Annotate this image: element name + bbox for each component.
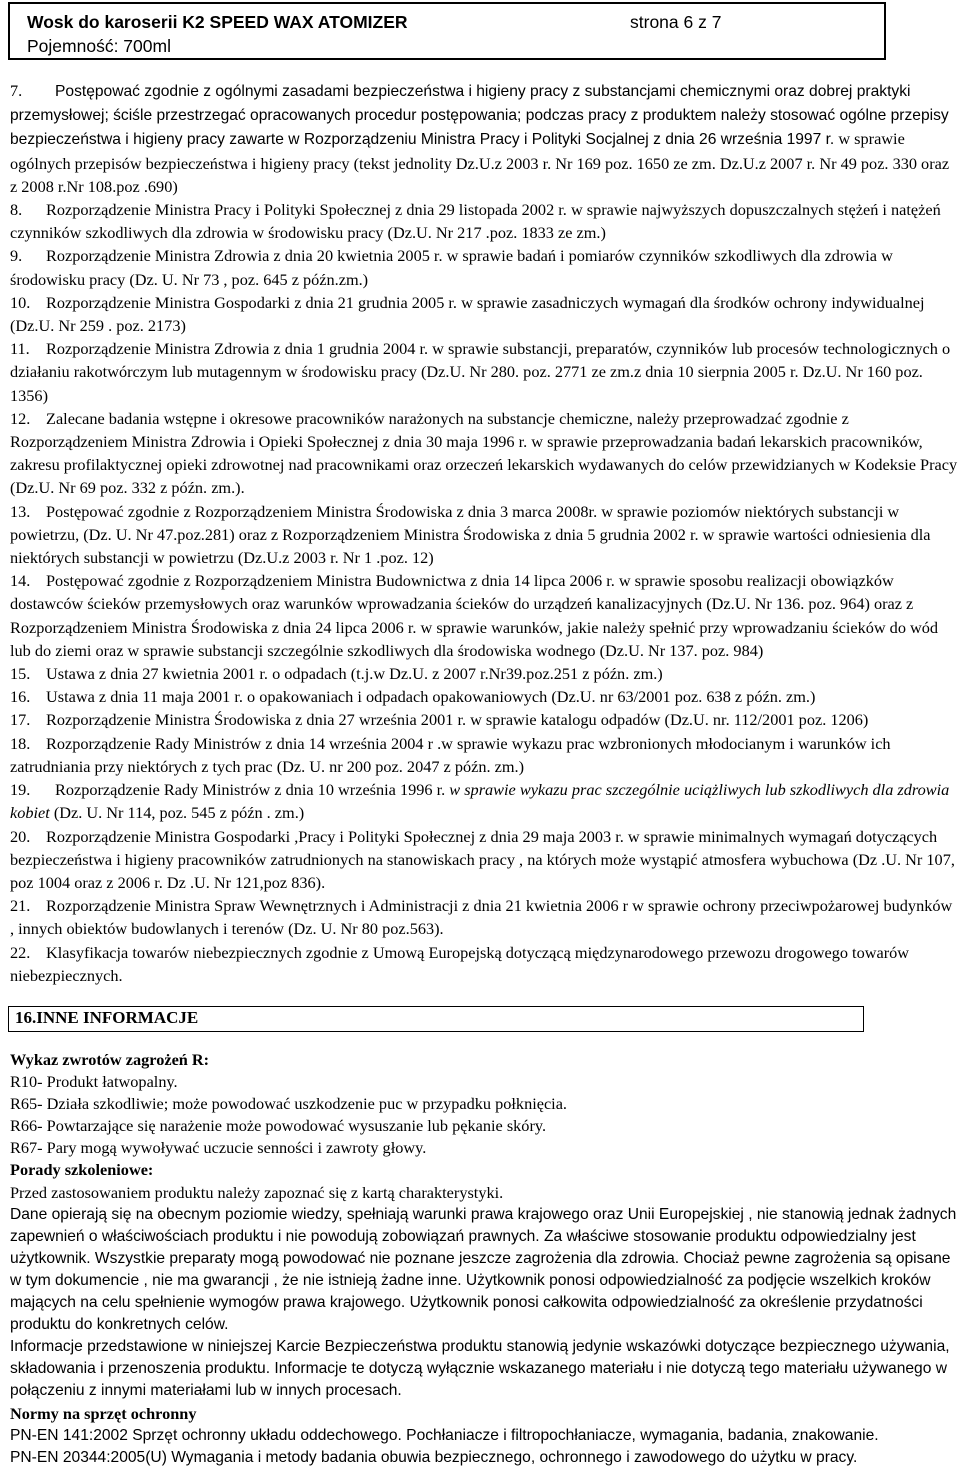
list-item: 18. Rozporządzenie Rady Ministrów z dnia 14 września 2004 r .w sprawie wykazu prac wzbronionych młodocianym i warunków ich zatrudniania przy niektórych z tych prac (Dz. U. nr 200 poz. 2047 z późn. zm.) bbox=[10, 733, 891, 776]
product-title: Wosk do karoserii K2 SPEED WAX ATOMIZER bbox=[27, 12, 408, 32]
r-phrase: R10- Produkt łatwopalny. bbox=[10, 1072, 178, 1092]
list-item: 13. Postępować zgodnie z Rozporządzeniem Ministra Środowiska z dnia 3 marca 2008r. w sprawie poziomów niektórych substancji w powietrzu, (Dz. U. Nr 47.poz.281) oraz z Rozporządzeniem Ministra Środowiska z dnia 5 grudnia 2002 r. w sprawie wartości odniesienia dla niektórych substancji w powietrzu (Dz.U.z 2003 r. Nr 1 .poz. 12) bbox=[10, 501, 931, 568]
training-text: Przed zastosowaniem produktu należy zapoznać się z kartą charakterystyki. bbox=[10, 1182, 504, 1202]
other-information bbox=[10, 1049, 960, 1469]
page-number: strona 6 z 7 bbox=[630, 12, 722, 32]
list-item: 14. Postępować zgodnie z Rozporządzeniem Ministra Budownictwa z dnia 14 lipca 2006 r. w sprawie sposobu realizacji obowiązków dostawców ścieków przemysłowych oraz warunków wprowadzania ścieków do urządzeń kanalizacyjnych (Dz.U. Nr 136. poz. 964) oraz z Rozporządzeniem Ministra Środowiska z dnia 24 lipca 2006 r. w sprawie warunków, jakie należy spełnić przy wprowadzaniu ścieków do wód lub do ziemi oraz w sprawie substancji szczególnie szkodliwych dla środowiska wodnego (Dz.U. Nr 137. poz. 984) bbox=[10, 571, 939, 660]
r-phrase: R66- Powtarzające się narażenie może powodować wysuszanie lub pękanie skóry. bbox=[10, 1116, 547, 1136]
r-phrase: R65- Działa szkodliwie; może powodować uszkodzenie puc w przypadku połknięcia. bbox=[10, 1094, 568, 1114]
disclaimer-text: Dane opierają się na obecnym poziomie wiedzy, spełniają warunki prawa krajowego oraz Unii Europejskiej , nie stanowią jednak żadnych zapewnień o właściwościach produktu i nie powodują zobowiązań prawnych. Za właściwe stosowanie produktu odpowiedzialny jest użytkownik. Wszystkie preparaty mogą powodować nie poznane jeszcze zagrożenia dla zdrowia. Chociaż pewne zagrożenia są opisane w tym dokumencie , nie ma gwarancji , że nie istnieją żadne inne. Użytkownik ponosi odpowiedzialność za podjęcie wszelkich kroków mających na celu spełnienie wymogów prawa krajowego. Użytkownik ponosi całkowita odpowiedzialność za określenie przydatności produktu do konkretnych celów. bbox=[10, 1205, 957, 1334]
list-item: 19. Rozporządzenie Rady Ministrów z dnia 10 września 1996 r. w sprawie wykazu prac szczególnie uciążliwych lub szkodliwych dla zdrowia kobiet (Dz. U. Nr 114, poz. 545 z późn . zm.) bbox=[10, 780, 950, 823]
training-heading: Porady szkoleniowe: bbox=[10, 1160, 154, 1180]
info-text: Informacje przedstawione w niniejszej Karcie Bezpieczeństwa produktu stanowią jedynie wskazówki dotyczące bezpiecznego używania, składowania i przenoszenia produktu. Informacje te dotyczą wyłącznie wskazanego materiału i nie dotyczą tego materiału używanego w połączeniu z innymi materiałami lub w innych procesach. bbox=[10, 1338, 950, 1400]
section-16-heading bbox=[8, 1006, 864, 1032]
r-phrases-heading: Wykaz zwrotów zagrożeń R: bbox=[10, 1050, 210, 1069]
norms-heading: Normy na sprzęt ochronny bbox=[10, 1403, 197, 1423]
r-phrase: R67- Pary mogą wywoływać uczucie senności i zawroty głowy. bbox=[10, 1138, 427, 1158]
list-item: 21. Rozporządzenie Ministra Spraw Wewnętrznych i Administracji z dnia 21 kwietnia 2006 r w sprawie ochrony przeciwpożarowej budynków , innych obiektów budowlanych i terenów (Dz. U. Nr 80 poz.563). bbox=[10, 896, 953, 939]
list-item: 8. Rozporządzenie Ministra Pracy i Polityki Społecznej z dnia 29 listopada 2002 r. w sprawie najwyższych dopuszczalnych stężeń i natężeń czynników szkodliwych dla zdrowia w środowisku pracy (Dz.U. Nr 217 .poz. 1833 ze zm.) bbox=[10, 200, 941, 243]
list-item: 20. Rozporządzenie Ministra Gospodarki ,Pracy i Polityki Społecznej z dnia 29 maja 2003 r. w sprawie minimalnych wymagań dotyczących bezpieczeństwa i higieny pracowników zatrudnionych na stanowiskach pracy , na których może wystąpić atmosfera wybuchowa (Dz .U. Nr 107, poz 1004 oraz z 2006 r. Dz .U. Nr 121,poz 836). bbox=[10, 826, 955, 892]
section-title: 16.INNE INFORMACJE bbox=[15, 1008, 199, 1027]
list-item: 12. Zalecane badania wstępne i okresowe pracowników narażonych na substancje chemiczne, należy przeprowadzać zgodnie z Rozporządzeniem Ministra Zdrowia i Opieki Społecznej z dnia 30 maja 1996 r. w sprawie przeprowadzania badań lekarskich pracowników, zakresu profilaktycznej opieki zdrowotnej nad pracownikami oraz orzeczeń lekarskich wydawanych do celów przewidzianych w Kodeksie Pracy (Dz.U. Nr 69 poz. 332 z późn. zm.). bbox=[10, 408, 958, 498]
document-header bbox=[8, 2, 886, 60]
list-item: 22. Klasyfikacja towarów niebezpiecznych zgodnie z Umową Europejską dotyczącą międzynarodowego przewozu drogowego towarów niebezpiecznych. bbox=[10, 942, 910, 985]
list-item: 10. Rozporządzenie Ministra Gospodarki z dnia 21 grudnia 2005 r. w sprawie zasadniczych wymagań dla środków ochrony indywidualnej (Dz.U. Nr 259 . poz. 2173) bbox=[10, 292, 925, 336]
product-capacity: Pojemność: 700ml bbox=[27, 36, 171, 56]
norm-item: PN-EN 20344:2005(U) Wymagania i metody badania obuwia bezpiecznego, ochronnego i zawodowego do użytku w pracy. bbox=[10, 1448, 858, 1466]
list-item: 11. Rozporządzenie Ministra Zdrowia z dnia 1 grudnia 2004 r. w sprawie substancji, preparatów, czynników lub procesów technologicznych o działaniu rakotwórczym lub mutagennym w środowisku pracy (Dz.U. Nr 280. poz. 2771 ze zm.z dnia 10 sierpnia 2005 r. Dz.U. Nr 160 poz. 1356) bbox=[10, 339, 951, 405]
list-item: 15. Ustawa z dnia 27 kwietnia 2001 r. o odpadach (t.j.w Dz.U. z 2007 r.Nr39.poz.251 z późn. zm.) bbox=[10, 664, 663, 684]
norm-item: PN-EN 141:2002 Sprzęt ochronny układu oddechowego. Pochłaniacze i filtropochłaniacze, wymagania, badania, znakowanie. bbox=[10, 1426, 879, 1444]
list-item: 16. Ustawa z dnia 11 maja 2001 r. o opakowaniach i odpadach opakowaniowych (Dz.U. nr 63/2001 poz. 638 z późn. zm.) bbox=[10, 687, 816, 707]
list-item: 17. Rozporządzenie Ministra Środowiska z dnia 27 września 2001 r. w sprawie katalogu odpadów (Dz.U. nr. 112/2001 poz. 1206) bbox=[10, 710, 869, 730]
regulations-list bbox=[10, 79, 960, 987]
list-item: 7. Postępować zgodnie z ogólnymi zasadami bezpieczeństwa i higieny pracy z substancjami chemicznymi oraz dobrej praktyki przemysłowej; ściśle przestrzegać opracowanych procedur postępowania; podczas pracy z produktem należy stosować ogólne przepisy bezpieczeństwa i higieny pracy zawarte w Rozporządzeniu Ministra Pracy i Polityki Socjalnej z dnia 26 września 1997 r. w sprawie ogólnych przepisów bezpieczeństwa i higieny pracy (tekst jednolity Dz.U.z 2003 r. Nr 169 poz. 1650 ze zm. Dz.U.z 2007 r. Nr 49 poz. 330 oraz z 2008 r.Nr 108.poz .690) bbox=[10, 81, 950, 196]
list-item: 9. Rozporządzenie Ministra Zdrowia z dnia 20 kwietnia 2005 r. w sprawie badań i pomiarów czynników szkodliwych dla zdrowia w środowisku pracy (Dz. U. Nr 73 , poz. 645 z późn.zm.) bbox=[10, 246, 893, 289]
